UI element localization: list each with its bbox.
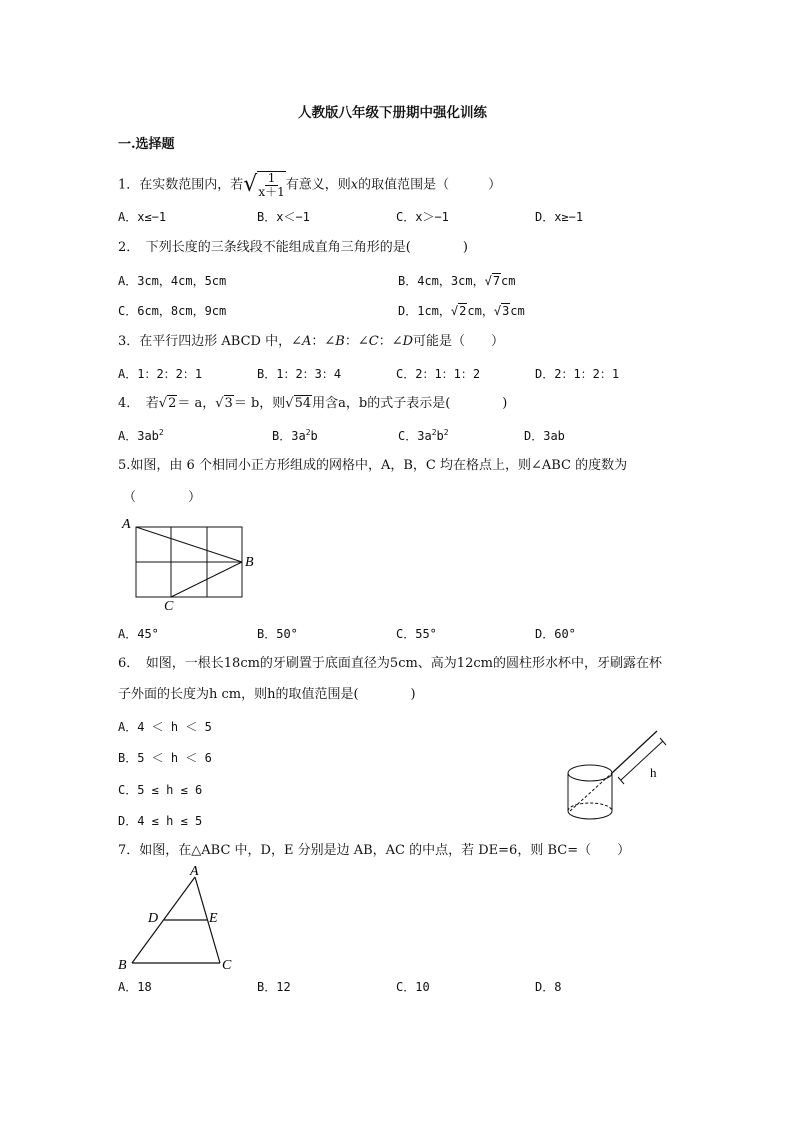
q1-option-b[interactable]: B．x＜−1 (257, 210, 310, 224)
q6-option-b[interactable]: B．5 ＜ h ＜ 6 (118, 751, 212, 765)
cylinder-figure (560, 725, 680, 830)
q7-option-b[interactable]: B．12 (257, 980, 291, 994)
cylinder-bottom-front (568, 811, 612, 819)
question-4-stem: 4． 若√2＝ a，√3＝ b，则√54用含a，b的式子表示是( ) (118, 396, 508, 411)
label-b: B (118, 958, 127, 973)
q1-option-c[interactable]: C．x＞−1 (396, 210, 449, 224)
q5-option-c[interactable]: C．55° (396, 627, 437, 641)
label-c: C (164, 599, 174, 614)
grid-figure (118, 512, 268, 616)
dimension-line (621, 741, 663, 780)
triangle-figure (112, 860, 242, 976)
page-title: 人教版八年级下册期中强化训练 (298, 105, 487, 121)
q1-option-d[interactable]: D．x≥−1 (535, 210, 584, 224)
q3-option-b[interactable]: B．1：2：3：4 (257, 367, 342, 381)
q6-option-a[interactable]: A．4 ＜ h ＜ 5 (118, 720, 212, 734)
q7-option-d[interactable]: D．8 (535, 980, 562, 994)
question-5-stem: 5.如图，由 6 个相同小正方形组成的网格中，A，B，C 均在格点上，则∠ABC 的度数为 (118, 458, 628, 473)
q7-option-c[interactable]: C．10 (396, 980, 430, 994)
fraction: $\frac{1}{x+1}$ (258, 171, 285, 199)
question-1-stem: 1．在实数范围内，若√ $\frac{1}{x+1}$ 有意义，则x的取值范围是（ ） (118, 171, 502, 199)
section-heading: 一.选择题 (118, 137, 175, 152)
q1-option-a[interactable]: A．x≤−1 (118, 210, 167, 224)
question-2-stem: 2． 下列长度的三条线段不能组成直角三角形的是( ) (118, 240, 468, 255)
label-b: B (245, 555, 254, 570)
q2-option-c[interactable]: C．6cm，8cm，9cm (118, 304, 227, 318)
q2-option-b[interactable]: B．4cm，3cm，√7cm (398, 274, 516, 288)
q4-option-a[interactable]: A．$3ab^2$ (118, 428, 164, 443)
label-a: A (190, 864, 199, 879)
question-3-stem: 3．在平行四边形 ABCD 中，∠A：∠B：∠C：∠D可能是（ ） (118, 334, 505, 349)
q7-option-a[interactable]: A．18 (118, 980, 152, 994)
question-5-paren: （ ） (123, 490, 202, 505)
label-e: E (209, 911, 218, 926)
question-6-line-1: 6． 如图，一根长18cm的牙刷置于底面直径为5cm、高为12cm的圆柱形水杯中，牙刷露在杯 (118, 656, 662, 671)
label-a: A (122, 517, 131, 532)
q5-option-b[interactable]: B．50° (257, 627, 298, 641)
q6-option-c[interactable]: C．5 ≤ h ≤ 6 (118, 783, 203, 797)
label-c: C (222, 958, 232, 973)
label-d: D (148, 911, 159, 926)
q3-option-a[interactable]: A．1：2：2：1 (118, 367, 203, 381)
q5-option-a[interactable]: A．45° (118, 627, 159, 641)
question-7-stem: 7．如图，在△ABC 中，D，E 分别是边 AB，AC 的中点，若 DE=6，则 BC=（ ） (118, 843, 631, 858)
q4-option-c[interactable]: C．$3a^2b^2$ (398, 428, 449, 443)
q6-option-d[interactable]: D．4 ≤ h ≤ 5 (118, 814, 203, 828)
q4-option-d[interactable]: D．3ab (524, 429, 565, 443)
question-6-line-2: 子外面的长度为h cm，则h的取值范围是( ) (118, 687, 416, 702)
q5-option-d[interactable]: D．60° (535, 627, 576, 641)
segment-ab (136, 527, 242, 562)
q4-option-b[interactable]: B．$3a^2b$ (272, 428, 318, 443)
q2-option-a[interactable]: A．3cm，4cm，5cm (118, 274, 227, 288)
dimension-tick (660, 738, 666, 745)
q2-option-d[interactable]: D．1cm，√2cm，√3cm (398, 304, 525, 318)
q3-option-d[interactable]: D．2：1：2：1 (535, 367, 620, 381)
q3-option-c[interactable]: C．2：1：1：2 (396, 367, 481, 381)
label-h: h (650, 765, 657, 780)
